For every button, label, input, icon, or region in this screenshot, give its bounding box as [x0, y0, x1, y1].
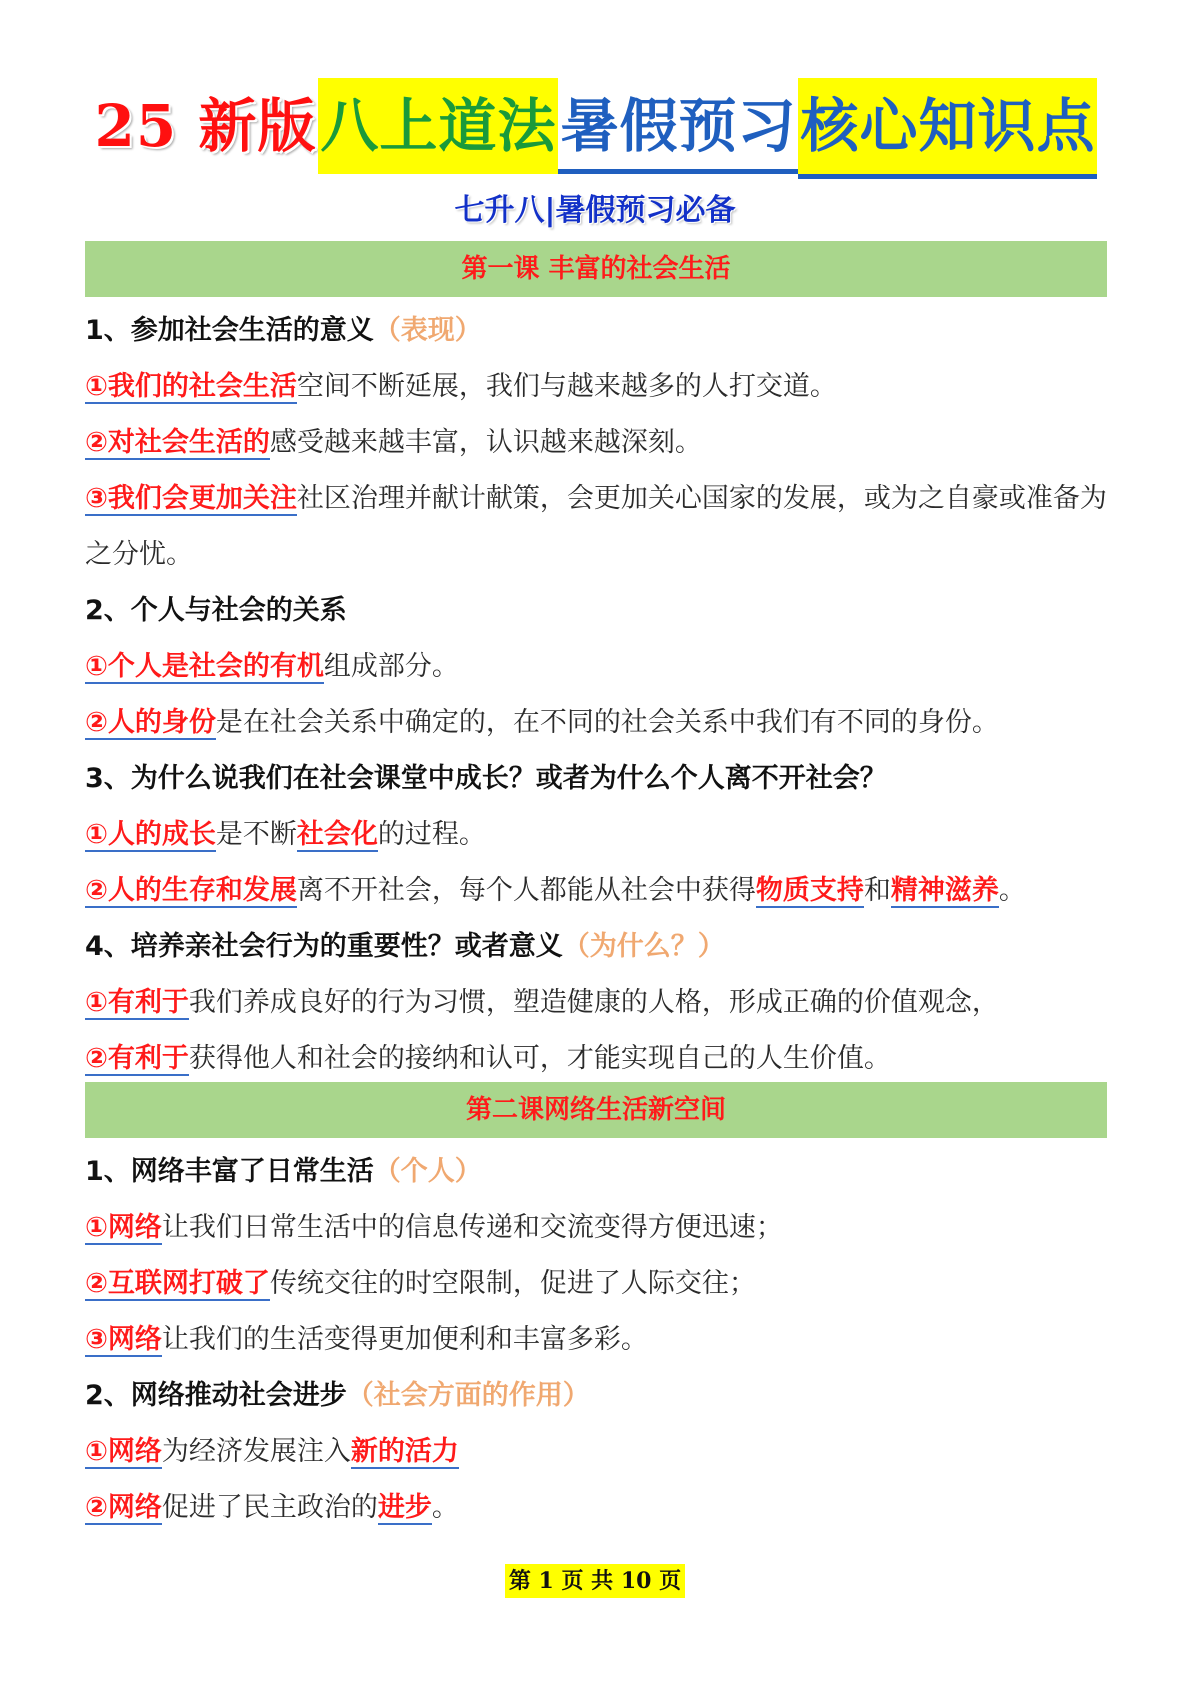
question-note: （社会方面的作用） [346, 1380, 590, 1411]
item-text: 是不断 [215, 819, 297, 850]
key-phrase: ②对社会生活的 [85, 427, 270, 458]
question-heading [85, 919, 1115, 975]
key-phrase: ②互联网打破了 [85, 1268, 270, 1299]
question-note: （个人） [373, 1156, 482, 1187]
key-phrase: ①人的成长 [85, 819, 216, 850]
question-title: 2、个人与社会的关系 [85, 595, 347, 626]
list-item [85, 415, 1115, 471]
list-item [85, 1256, 1115, 1312]
page-number: 第 1 页 共 10 页 [505, 1564, 685, 1598]
key-phrase: ①网络 [85, 1212, 162, 1243]
key-phrase: ③我们会更加关注 [85, 483, 297, 514]
item-text: 和 [863, 875, 891, 906]
item-text: 让我们日常生活中的信息传递和交流变得方便迅速； [161, 1212, 783, 1243]
item-text: 为经济发展注入 [161, 1436, 351, 1467]
list-item [85, 1031, 1115, 1087]
item-text: 感受越来越丰富，认识越来越深刻。 [269, 427, 702, 458]
key-phrase: ②有利于 [85, 1043, 189, 1074]
key-phrase: ①个人是社会的有机 [85, 651, 324, 682]
key-phrase: ①有利于 [85, 987, 189, 1018]
key-phrase: ②人的身份 [85, 707, 216, 738]
title-part-preview: 暑假预习 [558, 83, 798, 174]
item-text: 社区治理并献计献策，会更加关心国家的发展，或为之自豪或准备为之分忧。 [85, 483, 1107, 570]
item-text: 。 [998, 875, 1026, 906]
key-phrase: 进步 [377, 1492, 432, 1523]
item-text: 。 [431, 1492, 459, 1523]
lesson2-heading: 第二课网络生活新空间 [85, 1082, 1107, 1138]
item-text: 组成部分。 [323, 651, 459, 682]
lesson1-content [85, 303, 1115, 1087]
lesson2-content [85, 1144, 1115, 1536]
key-phrase: 精神滋养 [890, 875, 999, 906]
title-part-subject: 八上道法 [318, 78, 558, 174]
item-text: 空间不断延展，我们与越来越多的人打交道。 [296, 371, 837, 402]
key-phrase: 物质支持 [755, 875, 864, 906]
key-phrase: ②网络 [85, 1492, 162, 1523]
key-phrase: ①我们的社会生活 [85, 371, 297, 402]
list-item [85, 359, 1115, 415]
key-phrase: ③网络 [85, 1324, 162, 1355]
page-title [0, 78, 1190, 179]
page-subtitle: 七升八|暑假预习必备 [454, 193, 736, 228]
list-item [85, 1200, 1115, 1256]
list-item [85, 1480, 1115, 1536]
item-text: 获得他人和社会的接纳和认可，才能实现自己的人生价值。 [188, 1043, 891, 1074]
question-title: 1、参加社会生活的意义 [85, 315, 374, 346]
title-part-core: 核心知识点 [798, 78, 1097, 179]
list-item [85, 695, 1115, 751]
question-heading [85, 1368, 1115, 1424]
list-item [85, 471, 1115, 583]
key-phrase: 新的活力 [350, 1436, 459, 1467]
question-title: 4、培养亲社会行为的重要性？或者意义 [85, 931, 563, 962]
page-footer [0, 1564, 1190, 1598]
question-heading [85, 751, 1115, 807]
lesson1-heading: 第一课 丰富的社会生活 [85, 241, 1107, 297]
key-phrase: ②人的生存和发展 [85, 875, 297, 906]
item-text: 我们养成良好的行为习惯，塑造健康的人格，形成正确的价值观念， [188, 987, 999, 1018]
list-item [85, 1312, 1115, 1368]
title-part-year: 25 新版 [94, 92, 317, 160]
key-phrase: ①网络 [85, 1436, 162, 1467]
item-text: 是在社会关系中确定的，在不同的社会关系中我们有不同的身份。 [215, 707, 999, 738]
item-text: 的过程。 [377, 819, 486, 850]
question-heading [85, 303, 1115, 359]
question-heading [85, 1144, 1115, 1200]
list-item [85, 807, 1115, 863]
item-text: 促进了民主政治的 [161, 1492, 378, 1523]
question-heading [85, 583, 1115, 639]
item-text: 传统交往的时空限制，促进了人际交往； [269, 1268, 756, 1299]
question-note: （为什么？） [562, 931, 725, 962]
item-text: 离不开社会，每个人都能从社会中获得 [296, 875, 756, 906]
item-text: 让我们的生活变得更加便利和丰富多彩。 [161, 1324, 648, 1355]
key-phrase: 社会化 [296, 819, 378, 850]
list-item [85, 639, 1115, 695]
question-note: （表现） [373, 315, 482, 346]
question-title: 3、为什么说我们在社会课堂中成长？或者为什么个人离不开社会？ [85, 763, 887, 794]
question-title: 2、网络推动社会进步 [85, 1380, 347, 1411]
list-item [85, 863, 1115, 919]
question-title: 1、网络丰富了日常生活 [85, 1156, 374, 1187]
list-item [85, 975, 1115, 1031]
list-item [85, 1424, 1115, 1480]
